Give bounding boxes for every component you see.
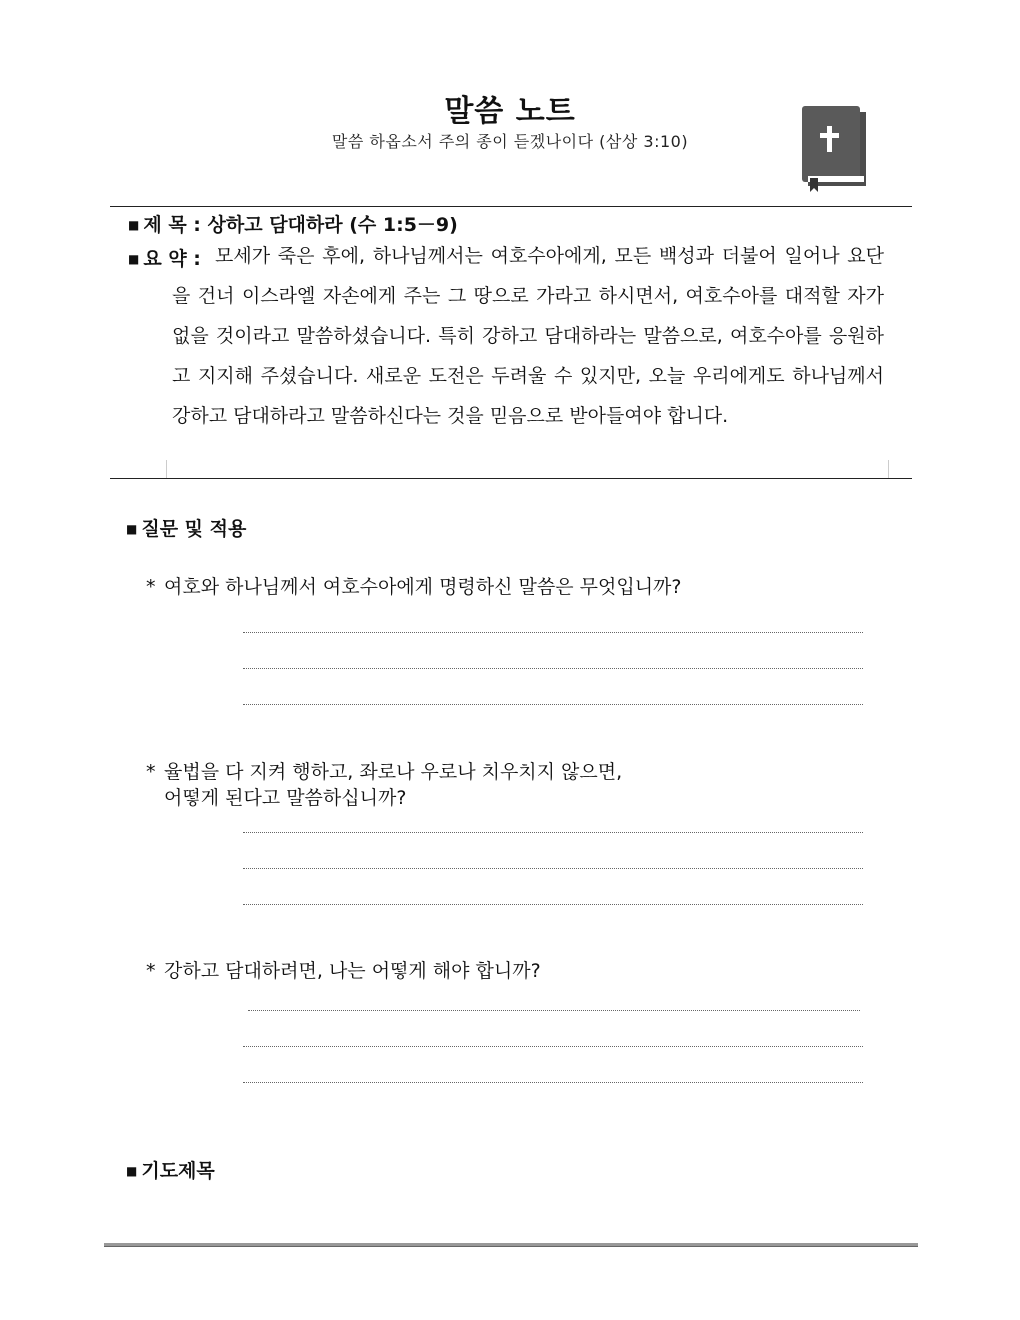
- question-text-continued: 어떻게 된다고 말씀하십니까?: [164, 787, 407, 809]
- questions-heading-label: 질문 및 적용: [141, 518, 247, 540]
- summary-divider-left: [166, 460, 167, 478]
- square-bullet-icon: ■: [128, 252, 140, 266]
- question-3: [146, 958, 541, 984]
- square-bullet-icon: ■: [126, 1164, 138, 1178]
- summary-divider-right: [888, 460, 889, 478]
- footer-rule: [104, 1243, 918, 1247]
- question-text: 여호와 하나님께서 여호수아에게 명령하신 말씀은 무엇입니까?: [164, 576, 682, 598]
- answer-line[interactable]: [243, 668, 863, 669]
- page-subtitle: 말씀 하옵소서 주의 종이 듣겠나이다 (삼상 3:10): [331, 132, 689, 151]
- question-star: *: [146, 960, 156, 982]
- title-label: 제 목 :: [143, 214, 201, 236]
- summary-text: 모세가 죽은 후에, 하나님께서는 여호수아에게, 모든 백성과 더불어 일어나 요단을 건너 이스라엘 자손에게 주는 그 땅으로 가라고 하시면서, 여호수아를 대적할 자가 없을 것이라고 말씀하셨습니다. 특히 강하고 담대하라는 말씀으로, 여호수아를 응원하고 지지해 주셨습니다. 새로운 도전은 두려울 수 있지만, 오늘 우리에게도 하나님께서 강하고 담대하라고 말씀하신다는 것을 믿음으로 받아들여야 합니다.: [172, 245, 884, 427]
- bible-cross-icon: [798, 104, 868, 194]
- prayer-heading: [126, 1156, 215, 1183]
- answer-line[interactable]: [243, 1082, 863, 1083]
- question-text: 율법을 다 지켜 행하고, 좌로나 우로나 치우치지 않으면,: [164, 761, 623, 783]
- answer-line[interactable]: [243, 632, 863, 633]
- answer-line[interactable]: [243, 868, 863, 869]
- square-bullet-icon: ■: [126, 522, 138, 536]
- question-2: [146, 759, 622, 811]
- summary-top-rule: [110, 206, 912, 207]
- summary-bottom-rule: [110, 478, 912, 479]
- square-bullet-icon: ■: [128, 218, 140, 232]
- question-text: 강하고 담대하려면, 나는 어떻게 해야 합니까?: [164, 960, 541, 982]
- answer-line[interactable]: [243, 904, 863, 905]
- title-value: 상하고 담대하라 (수 1:5－9): [207, 214, 458, 236]
- answer-line[interactable]: [243, 704, 863, 705]
- question-star: *: [146, 761, 156, 783]
- questions-heading: [126, 514, 246, 541]
- answer-line[interactable]: [248, 1010, 860, 1011]
- answer-line[interactable]: [243, 832, 863, 833]
- question-star: *: [146, 576, 156, 598]
- answer-line[interactable]: [243, 1046, 863, 1047]
- page-title: 말씀 노트: [444, 94, 576, 129]
- summary-label: 요 약 :: [143, 248, 201, 270]
- prayer-heading-label: 기도제목: [141, 1160, 215, 1182]
- title-row: [128, 210, 458, 237]
- question-1: [146, 574, 682, 600]
